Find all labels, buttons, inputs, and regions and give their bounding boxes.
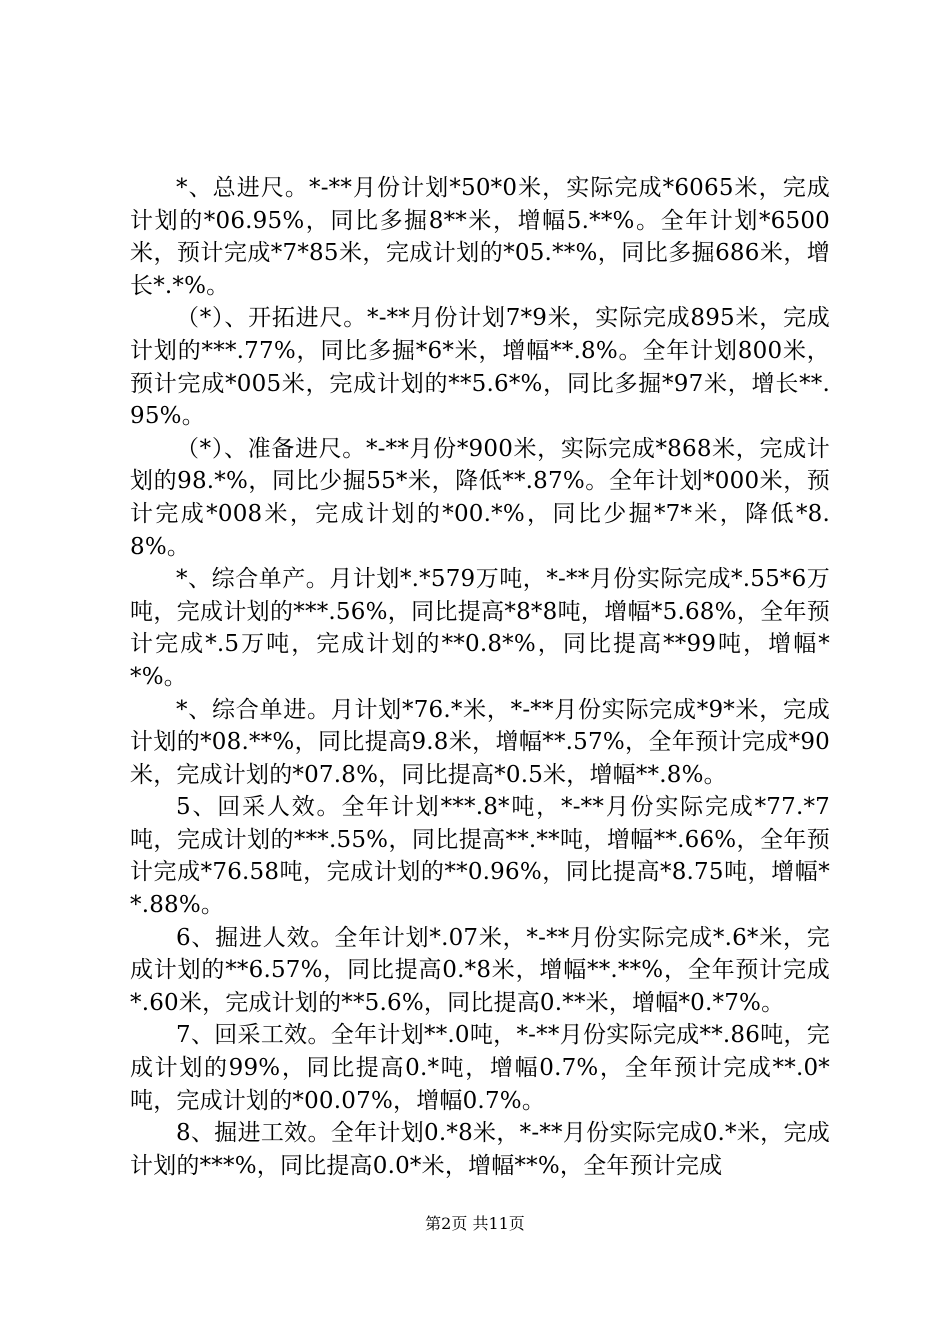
paragraph-mining-labor-efficiency: 5、回采人效。全年计划***.8*吨，*-**月份实际完成*77.*7吨，完成计划的***.55%，同比提高**.**吨，增幅**.66%，全年预计完成*76.58吨，完成计划的**0.96%，同比提高*8.75吨，增幅**.88%。 <box>130 794 830 919</box>
paragraph-development-footage: （*）、开拓进尺。*-**月份计划7*9米，实际完成895米，完成计划的***.77%，同比多掘*6*米，增幅**.8%。全年计划800米，预计完成*005米，完成计划的**5.6*%，同比多掘*97米，增长**.95%。 <box>130 305 830 430</box>
paragraph-comprehensive-unit-output: *、综合单产。月计划*.*579万吨，*-**月份实际完成*.55*6万吨，完成计划的***.56%，同比提高*8*8吨，增幅*5.68%，全年预计完成*.5万吨，完成计划的**0.8*%，同比提高**99吨，增幅**%。 <box>130 566 830 690</box>
paragraph-tunneling-work-efficiency: 8、掘进工效。全年计划0.*8米，*-**月份实际完成0.*米，完成计划的***%，同比提高0.0*米，增幅**%，全年预计完成 <box>130 1120 830 1179</box>
paragraph-tunneling-labor-efficiency: 6、掘进人效。全年计划*.07米，*-**月份实际完成*.6*米，完成计划的**6.57%，同比提高0.*8米，增幅**.**%，全年预计完成*.60米，完成计划的**5.6%，同比提高0.**米，增幅*0.*7%。 <box>130 924 830 1016</box>
paragraph-comprehensive-unit-advance: *、综合单进。月计划*76.*米，*-**月份实际完成*9*米，完成计划的*08.**%，同比提高9.8米，增幅**.57%，全年预计完成*90米，完成计划的*07.8%，同比提高*0.5米，增幅**.8%。 <box>130 696 830 788</box>
document-body <box>130 172 830 1182</box>
page-footer: 第2页 共11页 <box>425 1214 525 1233</box>
paragraph-mining-work-efficiency: 7、回采工效。全年计划**.0吨，*-**月份实际完成**.86吨，完成计划的99%，同比提高0.*吨，增幅0.7%，全年预计完成**.0*吨，完成计划的*00.07%，增幅0.7%。 <box>130 1022 830 1114</box>
paragraph-preparation-footage: （*）、准备进尺。*-**月份*900米，实际完成*868米，完成计划的98.*%，同比少掘55*米，降低**.87%。全年计划*000米，预计完成*008米，完成计划的*00.*%，同比少掘*7*米，降低*8.8%。 <box>130 435 830 560</box>
paragraph-total-footage: *、总进尺。*-**月份计划*50*0米，实际完成*6065米，完成计划的*06.95%，同比多掘8**米，增幅5.**%。全年计划*6500米，预计完成*7*85米，完成计划的*05.**%，同比多掘686米，增长*.*%。 <box>130 175 830 299</box>
